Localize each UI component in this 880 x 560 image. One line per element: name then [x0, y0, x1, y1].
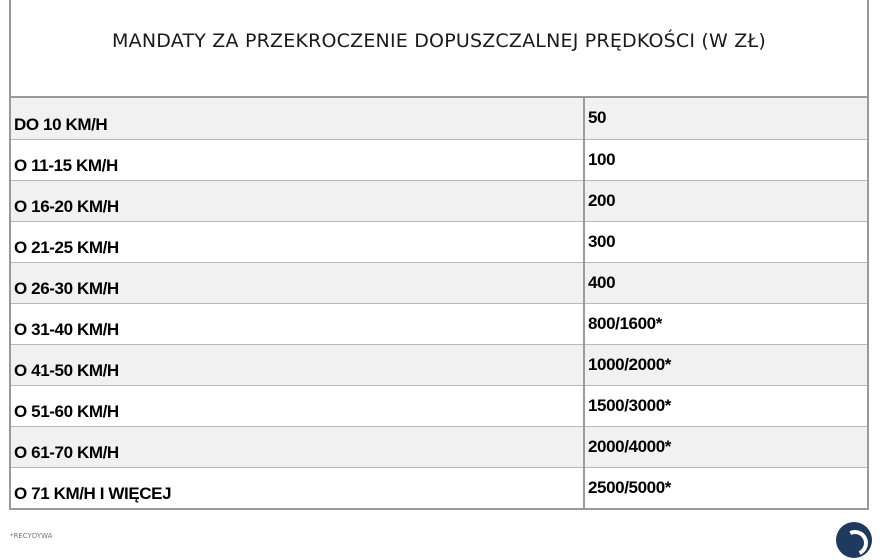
logo-icon: [836, 522, 872, 558]
table-row: [11, 262, 867, 303]
fine-amount-cell: 800/1600*: [584, 303, 867, 344]
fine-amount-cell: 2500/5000*: [584, 467, 867, 508]
fine-amount-cell: 100: [584, 139, 867, 180]
table-row: [11, 180, 867, 221]
speed-range-cell: O 21-25 KM/H: [11, 221, 584, 262]
table-row: [11, 467, 867, 508]
speed-range-cell: O 51-60 KM/H: [11, 385, 584, 426]
fine-amount-cell: 400: [584, 262, 867, 303]
table-title: MANDATY ZA PRZEKROCZENIE DOPUSZCZALNEJ PRĘDKOŚCI (W ZŁ): [112, 30, 766, 52]
fine-amount-cell: 300: [584, 221, 867, 262]
speed-range-cell: O 16-20 KM/H: [11, 180, 584, 221]
table-row: [11, 221, 867, 262]
footnote: *RECYDYWA: [10, 532, 53, 540]
fines-table-frame: [9, 0, 869, 510]
fine-amount-cell: 50: [584, 98, 867, 139]
speed-range-cell: O 31-40 KM/H: [11, 303, 584, 344]
speed-range-cell: O 11-15 KM/H: [11, 139, 584, 180]
table-row: [11, 385, 867, 426]
fine-amount-cell: 1000/2000*: [584, 344, 867, 385]
fine-amount-cell: 200: [584, 180, 867, 221]
table-row: [11, 139, 867, 180]
fines-table: [11, 98, 867, 508]
speed-range-cell: O 41-50 KM/H: [11, 344, 584, 385]
title-box: [11, 0, 867, 98]
speed-range-cell: DO 10 KM/H: [11, 98, 584, 139]
fine-amount-cell: 1500/3000*: [584, 385, 867, 426]
speed-range-cell: O 71 KM/H I WIĘCEJ: [11, 467, 584, 508]
table-row: [11, 344, 867, 385]
fine-amount-cell: 2000/4000*: [584, 426, 867, 467]
table-row: [11, 426, 867, 467]
speed-range-cell: O 26-30 KM/H: [11, 262, 584, 303]
speed-range-cell: O 61-70 KM/H: [11, 426, 584, 467]
table-row: [11, 98, 867, 139]
table-row: [11, 303, 867, 344]
